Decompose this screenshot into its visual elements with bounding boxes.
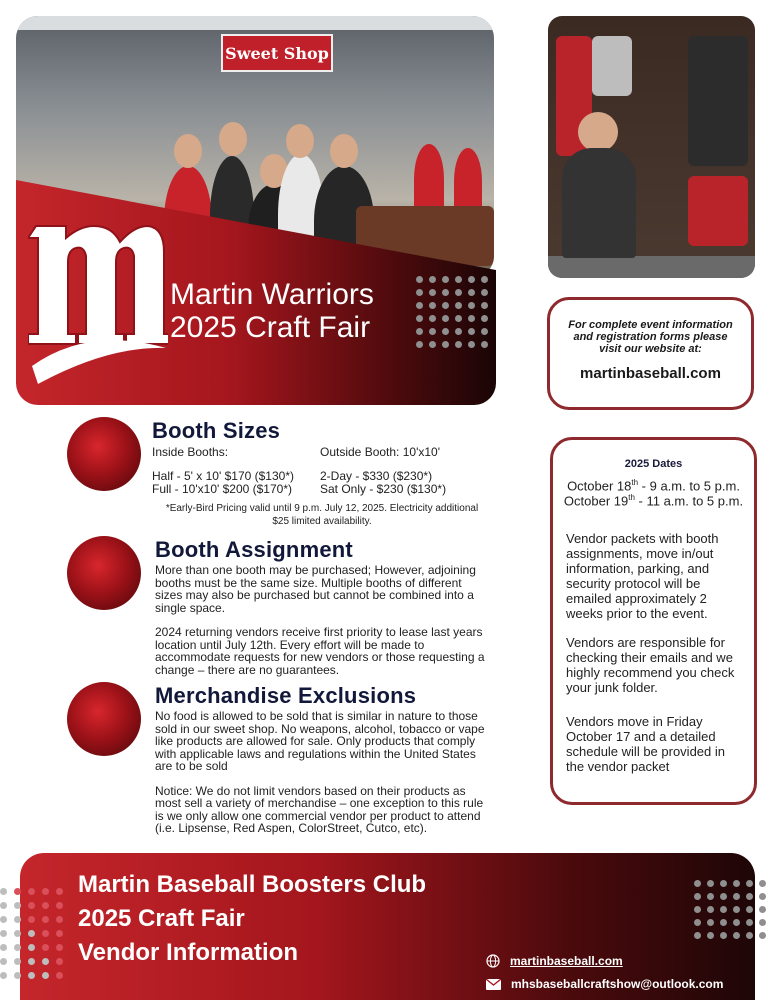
banner-title (170, 278, 374, 344)
section-bullet-circle (67, 682, 141, 756)
globe-icon (486, 954, 500, 968)
booth-sizes-section (152, 418, 492, 528)
footer-website-row (486, 954, 623, 968)
martin-m-logo-icon (28, 216, 168, 386)
banner-title-line1: Martin Warriors (170, 278, 374, 311)
website-url-link[interactable]: martinbaseball.com (580, 365, 721, 382)
two-day-price: 2-Day - $330 ($230*) (320, 469, 433, 483)
envelope-icon (486, 979, 501, 990)
footer-email-row (486, 977, 723, 991)
date-line-2: October 19th - 11 a.m. to 5 p.m. (563, 493, 744, 509)
vendor-packet-text: Vendor packets with booth assignments, move in/out information, parking, and security protocol will be emailed approximately 2 weeks prior to the event. (566, 530, 719, 621)
booth-assignment-section (155, 537, 490, 676)
footer-website-link[interactable]: martinbaseball.com (510, 954, 623, 968)
booth-sizes-heading: Booth Sizes (152, 418, 281, 443)
inside-booths-label: Inside Booths: (152, 445, 229, 459)
vendor-shirts-photo (548, 16, 755, 278)
booth-assignment-para2: 2024 returning vendors receive first priority to lease last years location until July 12th. Every effort will be made to accommodate requests for new vendors or those requesting a change – there are no guarantees. (155, 625, 485, 677)
banner-dot-pattern (416, 276, 488, 348)
merch-exclusions-para1: No food is allowed to be sold that is similar in nature to those sold in our sweet shop. No weapons, alcohol, tobacco or vape like products are allowed for sale. Only products that comply with applicable laws and regulations within the United States are to be sold (155, 709, 485, 773)
dates-info-box (550, 437, 757, 805)
website-info-text: For complete event information and registration forms please visit our website at: (568, 319, 733, 355)
footer-title-line2: 2025 Craft Fair (78, 905, 245, 932)
banner-title-line2: 2025 Craft Fair (170, 311, 371, 344)
merch-exclusions-para2: Notice: We do not limit vendors based on their products as most sell a variety of merchandise – one exception to this rule is we only allow one commercial vendor per product to attend (i.e. Lipsense, Red Aspen, ColorStreet, Cutco, etc). (155, 783, 484, 835)
full-booth-price: Full - 10'x10' $200 ($170*) (152, 482, 292, 496)
section-bullet-circle (67, 536, 141, 610)
merch-exclusions-heading: Merchandise Exclusions (155, 683, 417, 708)
footer-left-dot-pattern (0, 888, 63, 979)
sat-only-price: Sat Only - $230 ($130*) (320, 482, 447, 496)
booth-assignment-para1: More than one booth may be purchased; However, adjoining booths must be the same size. Multiple booths of different sizes may also be purchased but cannot be combined into a single space. (155, 563, 476, 615)
early-bird-note: *Early-Bird Pricing valid until 9 p.m. July 12, 2025. Electricity additional $25 limited availability. (165, 503, 479, 527)
sweet-shop-sign: Sweet Shop (221, 34, 333, 72)
footer-email-link[interactable]: mhsbaseballcraftshow@outlook.com (511, 977, 724, 991)
footer-title (78, 868, 426, 970)
footer-right-dot-pattern (694, 880, 766, 939)
date-line-1: October 18th - 9 a.m. to 5 p.m. (567, 478, 740, 494)
section-bullet-circle (67, 417, 141, 491)
booth-assignment-heading: Booth Assignment (155, 537, 353, 562)
email-responsibility-text: Vendors are responsible for checking their emails and we highly recommend you check your junk folder. (566, 634, 735, 695)
move-in-text: Vendors move in Friday October 17 and a detailed schedule will be provided in the vendor packet (566, 713, 725, 774)
footer-title-line1: Martin Baseball Boosters Club (78, 871, 427, 898)
footer-title-line3: Vendor Information (78, 939, 299, 966)
website-info-box (547, 297, 754, 410)
merch-exclusions-section (155, 683, 490, 835)
dates-title: 2025 Dates (624, 458, 683, 470)
half-booth-price: Half - 5' x 10' $170 ($130*) (152, 469, 294, 483)
outside-booth-label: Outside Booth: 10'x10' (320, 445, 440, 459)
